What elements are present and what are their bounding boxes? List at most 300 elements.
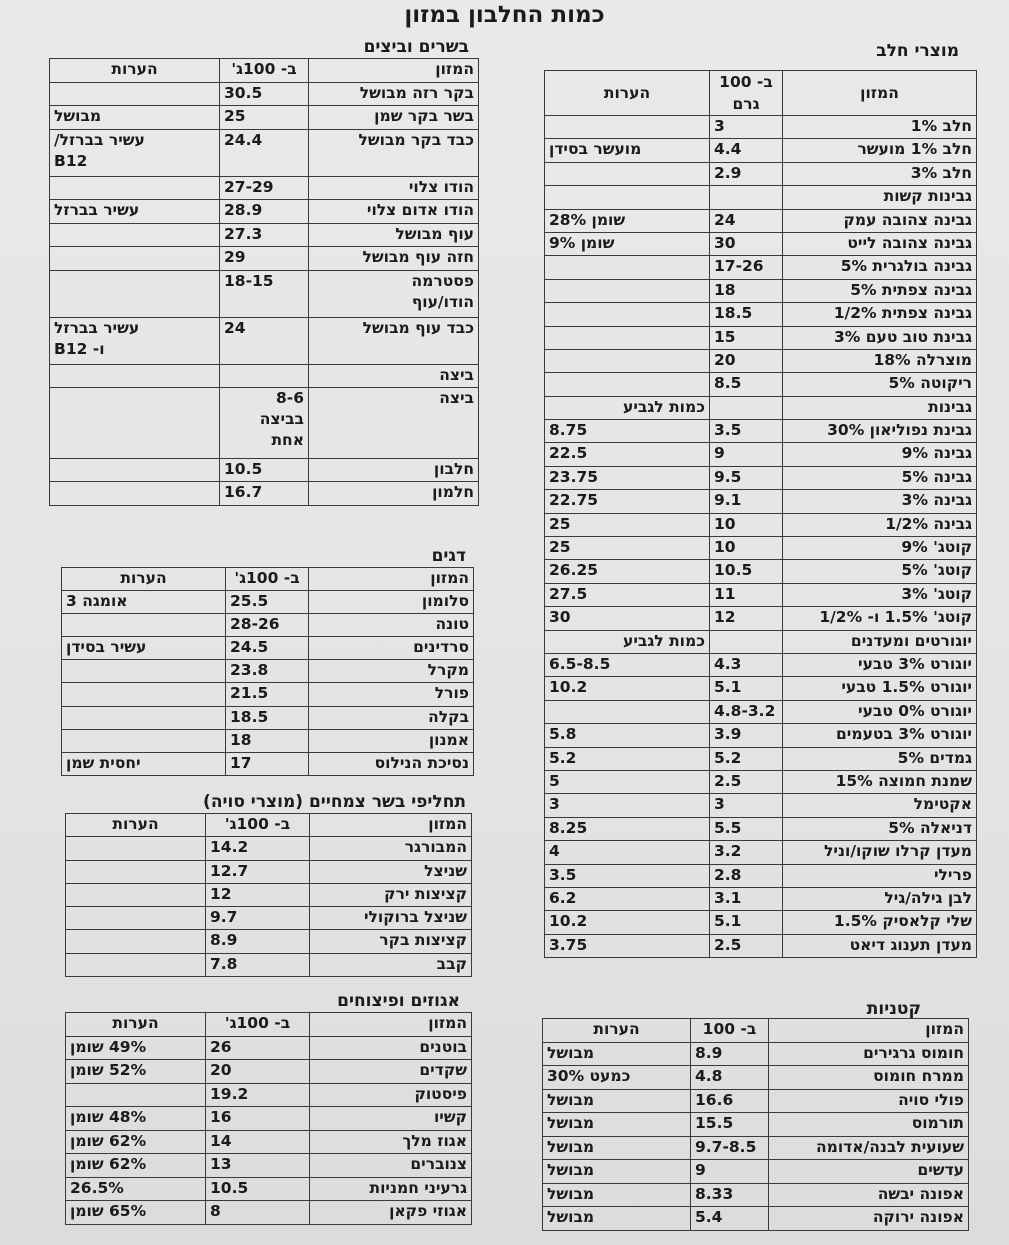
per100-cell: 9.1 bbox=[710, 490, 783, 513]
note-cell bbox=[545, 279, 710, 302]
note-cell bbox=[62, 706, 226, 729]
per100-cell: 3 bbox=[710, 116, 783, 139]
note-cell bbox=[50, 388, 220, 459]
table-row bbox=[62, 683, 474, 706]
table-row bbox=[545, 490, 977, 513]
note-cell bbox=[545, 116, 710, 139]
food-cell: שלי קלאסיק 1.5% bbox=[783, 911, 977, 934]
per100-cell: 23.8 bbox=[226, 660, 309, 683]
note-cell bbox=[66, 837, 206, 860]
food-cell: גבינה 3% bbox=[783, 490, 977, 513]
note-cell: מבושל bbox=[543, 1160, 691, 1184]
food-cell: אפונה ירוקה bbox=[769, 1207, 969, 1231]
header-per100: ב- 100ג' bbox=[206, 1013, 310, 1037]
per100-cell: 29 bbox=[220, 247, 309, 271]
meat-substitutes-section bbox=[66, 791, 472, 977]
subheader-row bbox=[545, 396, 977, 419]
per100-cell: 9.7 bbox=[206, 907, 310, 930]
per100-cell: 12.7 bbox=[206, 860, 310, 883]
table-row bbox=[50, 200, 479, 224]
table-row bbox=[545, 560, 977, 583]
table-row bbox=[66, 1130, 472, 1154]
table-row bbox=[545, 911, 977, 934]
note-cell: מבושל bbox=[543, 1089, 691, 1113]
food-cell: ביצה bbox=[309, 388, 479, 459]
note-cell bbox=[50, 270, 220, 317]
per100-cell bbox=[710, 396, 783, 419]
food-cell: פרילי bbox=[783, 864, 977, 887]
note-cell: מבושל bbox=[543, 1136, 691, 1160]
header-per100: ב- 100ג' bbox=[226, 568, 309, 591]
table-row bbox=[543, 1042, 969, 1066]
food-cell: גבינה צהובה עמק bbox=[783, 209, 977, 232]
per100-line: בביצה bbox=[259, 410, 304, 428]
note-cell: 52% שומן bbox=[66, 1060, 206, 1084]
per100-cell: 8.9 bbox=[691, 1042, 769, 1066]
table-row bbox=[545, 747, 977, 770]
table-row bbox=[545, 934, 977, 957]
header-per100: ב- 100 bbox=[691, 1019, 769, 1043]
note-cell: מבושל bbox=[543, 1207, 691, 1231]
food-cell: פורל bbox=[309, 683, 474, 706]
table-row bbox=[66, 860, 472, 883]
note-cell: 5 bbox=[545, 770, 710, 793]
table-row bbox=[545, 326, 977, 349]
food-cell: חלמון bbox=[309, 482, 479, 506]
header-per100: ב- 100ג' bbox=[206, 814, 310, 837]
note-cell bbox=[545, 162, 710, 185]
per100-cell: 4.3 bbox=[710, 653, 783, 676]
food-cell: סרדינים bbox=[309, 637, 474, 660]
per100-cell: 4.8-3.2 bbox=[710, 700, 783, 723]
subheader-row bbox=[545, 186, 977, 209]
food-cell: ריקוטה 5% bbox=[783, 373, 977, 396]
food-cell: קוטג' 1.5% ו- 1/2% bbox=[783, 607, 977, 630]
food-cell: כבד עוף מבושל bbox=[309, 317, 479, 364]
note-line: עשיר בברזל bbox=[54, 318, 140, 337]
food-cell: אגוזי פקאן bbox=[310, 1201, 472, 1225]
fish-table bbox=[61, 567, 474, 776]
food-cell: כבד בקר מבושל bbox=[309, 129, 479, 176]
food-cell: סלומון bbox=[309, 591, 474, 614]
per100-cell: 2.5 bbox=[710, 934, 783, 957]
note-cell: עשיר בברזל bbox=[50, 200, 220, 224]
fish-section-title: דגים bbox=[431, 546, 466, 566]
note-cell: 25 bbox=[545, 537, 710, 560]
note-cell bbox=[545, 303, 710, 326]
note-cell bbox=[545, 373, 710, 396]
per100-cell: 21.5 bbox=[226, 683, 309, 706]
per100-cell: 4.8 bbox=[691, 1066, 769, 1090]
per100-cell: 3.5 bbox=[710, 420, 783, 443]
table-row bbox=[545, 303, 977, 326]
table-row bbox=[545, 724, 977, 747]
table-row bbox=[62, 614, 474, 637]
note-cell: 8.75 bbox=[545, 420, 710, 443]
per100-cell: 24 bbox=[710, 209, 783, 232]
per100-cell: 26 bbox=[206, 1036, 310, 1060]
per100-line: 8-6 bbox=[275, 389, 304, 407]
table-row bbox=[50, 458, 479, 482]
per100-cell: 15.5 bbox=[691, 1113, 769, 1137]
meat-table bbox=[49, 58, 479, 506]
food-cell: קוטג' 5% bbox=[783, 560, 977, 583]
food-cell: חלב 1% מועשר bbox=[783, 139, 977, 162]
note-cell: 5.2 bbox=[545, 747, 710, 770]
subheader-note bbox=[50, 364, 220, 388]
table-row bbox=[66, 1083, 472, 1107]
food-cell: קוטג' 3% bbox=[783, 583, 977, 606]
header-notes: הערות bbox=[66, 814, 206, 837]
per100-cell: 10 bbox=[710, 537, 783, 560]
subheader-label: יוגורטים ומעדנים bbox=[783, 630, 977, 653]
table-row bbox=[62, 660, 474, 683]
dairy-section bbox=[545, 40, 977, 958]
food-cell: אפונה יבשה bbox=[769, 1183, 969, 1207]
per100-cell: 27.3 bbox=[220, 223, 309, 247]
per100-cell: 3.2 bbox=[710, 841, 783, 864]
table-row bbox=[66, 1060, 472, 1084]
note-cell: 3.75 bbox=[545, 934, 710, 957]
table-row bbox=[545, 607, 977, 630]
note-cell: 6.5-8.5 bbox=[545, 653, 710, 676]
per100-cell: 4.4 bbox=[710, 139, 783, 162]
food-cell: גבינה 5% bbox=[783, 466, 977, 489]
per100-cell: 27-29 bbox=[220, 176, 309, 200]
food-cell: שקדים bbox=[310, 1060, 472, 1084]
per100-cell: 28-26 bbox=[226, 614, 309, 637]
table-row bbox=[545, 209, 977, 232]
table-row bbox=[543, 1160, 969, 1184]
table-row bbox=[545, 279, 977, 302]
header-row bbox=[66, 814, 472, 837]
legumes-table bbox=[542, 1018, 969, 1231]
table-row bbox=[545, 443, 977, 466]
food-cell: בקלה bbox=[309, 706, 474, 729]
table-row bbox=[545, 537, 977, 560]
header-per100: ב- 100 גרם bbox=[710, 71, 783, 116]
note-cell bbox=[50, 223, 220, 247]
per100-cell: 9.7-8.5 bbox=[691, 1136, 769, 1160]
table-row bbox=[50, 388, 479, 459]
food-cell: צנוברים bbox=[310, 1154, 472, 1178]
food-cell: גרעיני חמניות bbox=[310, 1177, 472, 1201]
table-row bbox=[62, 729, 474, 752]
per100-cell: 20 bbox=[710, 349, 783, 372]
table-row bbox=[50, 317, 479, 364]
food-cell: פולי סויה bbox=[769, 1089, 969, 1113]
note-cell bbox=[62, 729, 226, 752]
table-row bbox=[50, 106, 479, 130]
table-row bbox=[62, 591, 474, 614]
table-row bbox=[545, 513, 977, 536]
per100-cell: 24.4 bbox=[220, 129, 309, 176]
dairy-section-title: מוצרי חלב bbox=[876, 41, 959, 61]
note-cell bbox=[50, 176, 220, 200]
food-line: הודו/עוף bbox=[411, 292, 474, 311]
food-cell: שעועית לבנה/אדומה bbox=[769, 1136, 969, 1160]
note-cell: 49% שומן bbox=[66, 1036, 206, 1060]
food-cell: נסיכת הנילוס bbox=[309, 752, 474, 775]
food-cell: חומוס גרגירים bbox=[769, 1042, 969, 1066]
note-cell bbox=[50, 482, 220, 506]
per100-cell: 5.2 bbox=[710, 747, 783, 770]
note-cell: 3 bbox=[545, 794, 710, 817]
dairy-table bbox=[544, 70, 977, 958]
food-cell: גבינת נפוליאון 30% bbox=[783, 420, 977, 443]
food-cell: ממרח חומוס bbox=[769, 1066, 969, 1090]
subheader-note: כמות לגביע bbox=[545, 630, 710, 653]
subheader-note: כמות לגביע bbox=[545, 396, 710, 419]
note-cell: 25 bbox=[545, 513, 710, 536]
per100-cell: 5.1 bbox=[710, 911, 783, 934]
table-row bbox=[545, 700, 977, 723]
legumes-section bbox=[543, 998, 969, 1231]
per100-cell: 30.5 bbox=[220, 82, 309, 106]
food-cell: עוף מבושל bbox=[309, 223, 479, 247]
food-cell: חזה עוף מבושל bbox=[309, 247, 479, 271]
header-food: המזון bbox=[309, 568, 474, 591]
food-cell: אמנון bbox=[309, 729, 474, 752]
per100-cell: 3.1 bbox=[710, 887, 783, 910]
per100-cell: 5.5 bbox=[710, 817, 783, 840]
per100-cell: 20 bbox=[206, 1060, 310, 1084]
per100-cell: 10.5 bbox=[220, 458, 309, 482]
note-cell: 27.5 bbox=[545, 583, 710, 606]
per100-cell: 14.2 bbox=[206, 837, 310, 860]
table-row bbox=[545, 116, 977, 139]
per100-cell: 7.8 bbox=[206, 953, 310, 976]
food-cell: המבורגר bbox=[310, 837, 472, 860]
header-row bbox=[50, 59, 479, 83]
food-cell: לבן גילה/גיל bbox=[783, 887, 977, 910]
note-cell: יחסית שמן bbox=[62, 752, 226, 775]
per100-cell: 12 bbox=[206, 883, 310, 906]
header-row bbox=[543, 1019, 969, 1043]
nuts-section bbox=[66, 990, 472, 1225]
per100-cell: 18 bbox=[226, 729, 309, 752]
per100-cell: 24.5 bbox=[226, 637, 309, 660]
per100-cell: 2.5 bbox=[710, 770, 783, 793]
note-cell: 65% שומן bbox=[66, 1201, 206, 1225]
table-row bbox=[545, 373, 977, 396]
food-cell: גבינה 9% bbox=[783, 443, 977, 466]
header-food: המזון bbox=[783, 71, 977, 116]
note-cell bbox=[62, 683, 226, 706]
note-cell bbox=[50, 317, 220, 364]
table-row bbox=[50, 129, 479, 176]
header-notes: הערות bbox=[545, 71, 710, 116]
food-cell: קציצות ירק bbox=[310, 883, 472, 906]
table-row bbox=[543, 1207, 969, 1231]
per100-cell: 9 bbox=[691, 1160, 769, 1184]
per100-cell: 8 bbox=[206, 1201, 310, 1225]
food-cell: גבינה צפתית 1/2% bbox=[783, 303, 977, 326]
note-cell bbox=[50, 82, 220, 106]
table-row bbox=[543, 1113, 969, 1137]
food-cell: יוגורט 3% בטעמים bbox=[783, 724, 977, 747]
note-cell: מבושל bbox=[543, 1042, 691, 1066]
note-cell: עשיר בסידן bbox=[62, 637, 226, 660]
per100-cell: 3.9 bbox=[710, 724, 783, 747]
table-row bbox=[545, 162, 977, 185]
note-cell bbox=[66, 1083, 206, 1107]
note-cell bbox=[50, 129, 220, 176]
per100-cell bbox=[710, 630, 783, 653]
note-cell: שומן 28% bbox=[545, 209, 710, 232]
food-cell: בשר בקר שמן bbox=[309, 106, 479, 130]
subheader-label: גבינות קשות bbox=[783, 186, 977, 209]
table-row bbox=[50, 482, 479, 506]
per100-cell: 15 bbox=[710, 326, 783, 349]
note-cell: 26.25 bbox=[545, 560, 710, 583]
per100-cell: 8.33 bbox=[691, 1183, 769, 1207]
table-row bbox=[545, 794, 977, 817]
food-cell: קציצות בקר bbox=[310, 930, 472, 953]
note-cell bbox=[545, 349, 710, 372]
table-row bbox=[50, 270, 479, 317]
food-cell: פיסטוק bbox=[310, 1083, 472, 1107]
per100-cell: 13 bbox=[206, 1154, 310, 1178]
food-cell: גמדים 5% bbox=[783, 747, 977, 770]
note-cell bbox=[66, 930, 206, 953]
food-cell: אקטימל bbox=[783, 794, 977, 817]
table-row bbox=[543, 1136, 969, 1160]
nuts-table bbox=[65, 1012, 472, 1225]
note-cell: 48% שומן bbox=[66, 1107, 206, 1131]
table-row bbox=[545, 349, 977, 372]
table-row bbox=[66, 1107, 472, 1131]
nuts-section-title: אגוזים ופיצוחים bbox=[337, 991, 460, 1011]
per100-cell: 5.4 bbox=[691, 1207, 769, 1231]
per100-cell: 10 bbox=[710, 513, 783, 536]
food-cell: אגוז מלך bbox=[310, 1130, 472, 1154]
food-cell: יוגורט 0% טבעי bbox=[783, 700, 977, 723]
table-row bbox=[545, 887, 977, 910]
per100-cell: 24 bbox=[220, 317, 309, 364]
per100-cell: 3 bbox=[710, 794, 783, 817]
note-cell: מבושל bbox=[543, 1113, 691, 1137]
table-row bbox=[543, 1089, 969, 1113]
per100-cell: 25.5 bbox=[226, 591, 309, 614]
table-row bbox=[66, 1036, 472, 1060]
food-cell: קבב bbox=[310, 953, 472, 976]
table-row bbox=[50, 82, 479, 106]
food-cell: שמנת חמוצה 15% bbox=[783, 770, 977, 793]
note-cell: 62% שומן bbox=[66, 1130, 206, 1154]
subheader-note bbox=[545, 186, 710, 209]
table-row bbox=[545, 677, 977, 700]
food-cell: בוטנים bbox=[310, 1036, 472, 1060]
per100-cell: 18.5 bbox=[710, 303, 783, 326]
note-cell bbox=[66, 860, 206, 883]
subheader-label: גבינות bbox=[783, 396, 977, 419]
note-cell: 8.25 bbox=[545, 817, 710, 840]
note-cell: מבושל bbox=[50, 106, 220, 130]
page-title: כמות החלבון במזון bbox=[404, 2, 605, 28]
per100-cell: 8.9 bbox=[206, 930, 310, 953]
note-cell bbox=[50, 247, 220, 271]
food-cell: יוגורט 1.5% טבעי bbox=[783, 677, 977, 700]
food-cell: חלב 3% bbox=[783, 162, 977, 185]
header-food: המזון bbox=[769, 1019, 969, 1043]
table-row bbox=[66, 883, 472, 906]
header-notes: הערות bbox=[543, 1019, 691, 1043]
table-row bbox=[545, 583, 977, 606]
food-cell: תורמוס bbox=[769, 1113, 969, 1137]
header-per100: ב- 100ג' bbox=[220, 59, 309, 83]
table-row bbox=[66, 953, 472, 976]
note-cell: 4 bbox=[545, 841, 710, 864]
header-food: המזון bbox=[309, 59, 479, 83]
food-cell: עדשים bbox=[769, 1160, 969, 1184]
food-cell: חלבון bbox=[309, 458, 479, 482]
per100-cell: 2.9 bbox=[710, 162, 783, 185]
table-row bbox=[545, 139, 977, 162]
per100-cell: 16.7 bbox=[220, 482, 309, 506]
per100-cell: 10.5 bbox=[206, 1177, 310, 1201]
note-cell bbox=[66, 907, 206, 930]
food-cell: שניצל ברוקולי bbox=[310, 907, 472, 930]
per100-cell: 18.5 bbox=[226, 706, 309, 729]
per100-cell bbox=[220, 388, 309, 459]
per100-cell: 11 bbox=[710, 583, 783, 606]
food-cell: קוטג' 9% bbox=[783, 537, 977, 560]
meat-substitutes-section-title: תחליפי בשר צמחיים (מוצרי סויה) bbox=[203, 792, 466, 812]
table-row bbox=[66, 907, 472, 930]
food-cell: קשיו bbox=[310, 1107, 472, 1131]
per100-cell: 8.5 bbox=[710, 373, 783, 396]
fish-section bbox=[62, 545, 474, 776]
header-food: המזון bbox=[310, 814, 472, 837]
note-cell: 10.2 bbox=[545, 911, 710, 934]
header-notes: הערות bbox=[66, 1013, 206, 1037]
per100-cell: 2.8 bbox=[710, 864, 783, 887]
note-cell bbox=[545, 326, 710, 349]
table-row bbox=[62, 752, 474, 775]
table-row bbox=[66, 1154, 472, 1178]
legumes-section-title: קטניות bbox=[866, 999, 921, 1019]
per100-cell: 17-26 bbox=[710, 256, 783, 279]
table-row bbox=[50, 223, 479, 247]
header-notes: הערות bbox=[62, 568, 226, 591]
table-row bbox=[545, 841, 977, 864]
meat-section bbox=[50, 36, 479, 506]
note-cell: 3.5 bbox=[545, 864, 710, 887]
table-row bbox=[545, 653, 977, 676]
table-row bbox=[545, 232, 977, 255]
food-cell: גבינת טוב טעם 3% bbox=[783, 326, 977, 349]
note-line: ו- B12 bbox=[54, 339, 105, 358]
food-line: פסטרמה bbox=[411, 271, 474, 290]
note-cell: 26.5% bbox=[66, 1177, 206, 1201]
note-cell: מבושל bbox=[543, 1183, 691, 1207]
note-cell: מועשר בסידן bbox=[545, 139, 710, 162]
note-cell: 22.5 bbox=[545, 443, 710, 466]
per100-cell: 10.5 bbox=[710, 560, 783, 583]
meat-section-title: בשרים וביצים bbox=[363, 37, 469, 57]
food-cell: מקרל bbox=[309, 660, 474, 683]
header-notes: הערות bbox=[50, 59, 220, 83]
table-row bbox=[545, 817, 977, 840]
header-row bbox=[545, 71, 977, 116]
food-cell: מעדן קרלו שוקו/וניל bbox=[783, 841, 977, 864]
per100-cell: 25 bbox=[220, 106, 309, 130]
per100-cell: 18 bbox=[710, 279, 783, 302]
food-cell: מעדן תענוג דיאט bbox=[783, 934, 977, 957]
table-row bbox=[545, 420, 977, 443]
per100-cell: 19.2 bbox=[206, 1083, 310, 1107]
